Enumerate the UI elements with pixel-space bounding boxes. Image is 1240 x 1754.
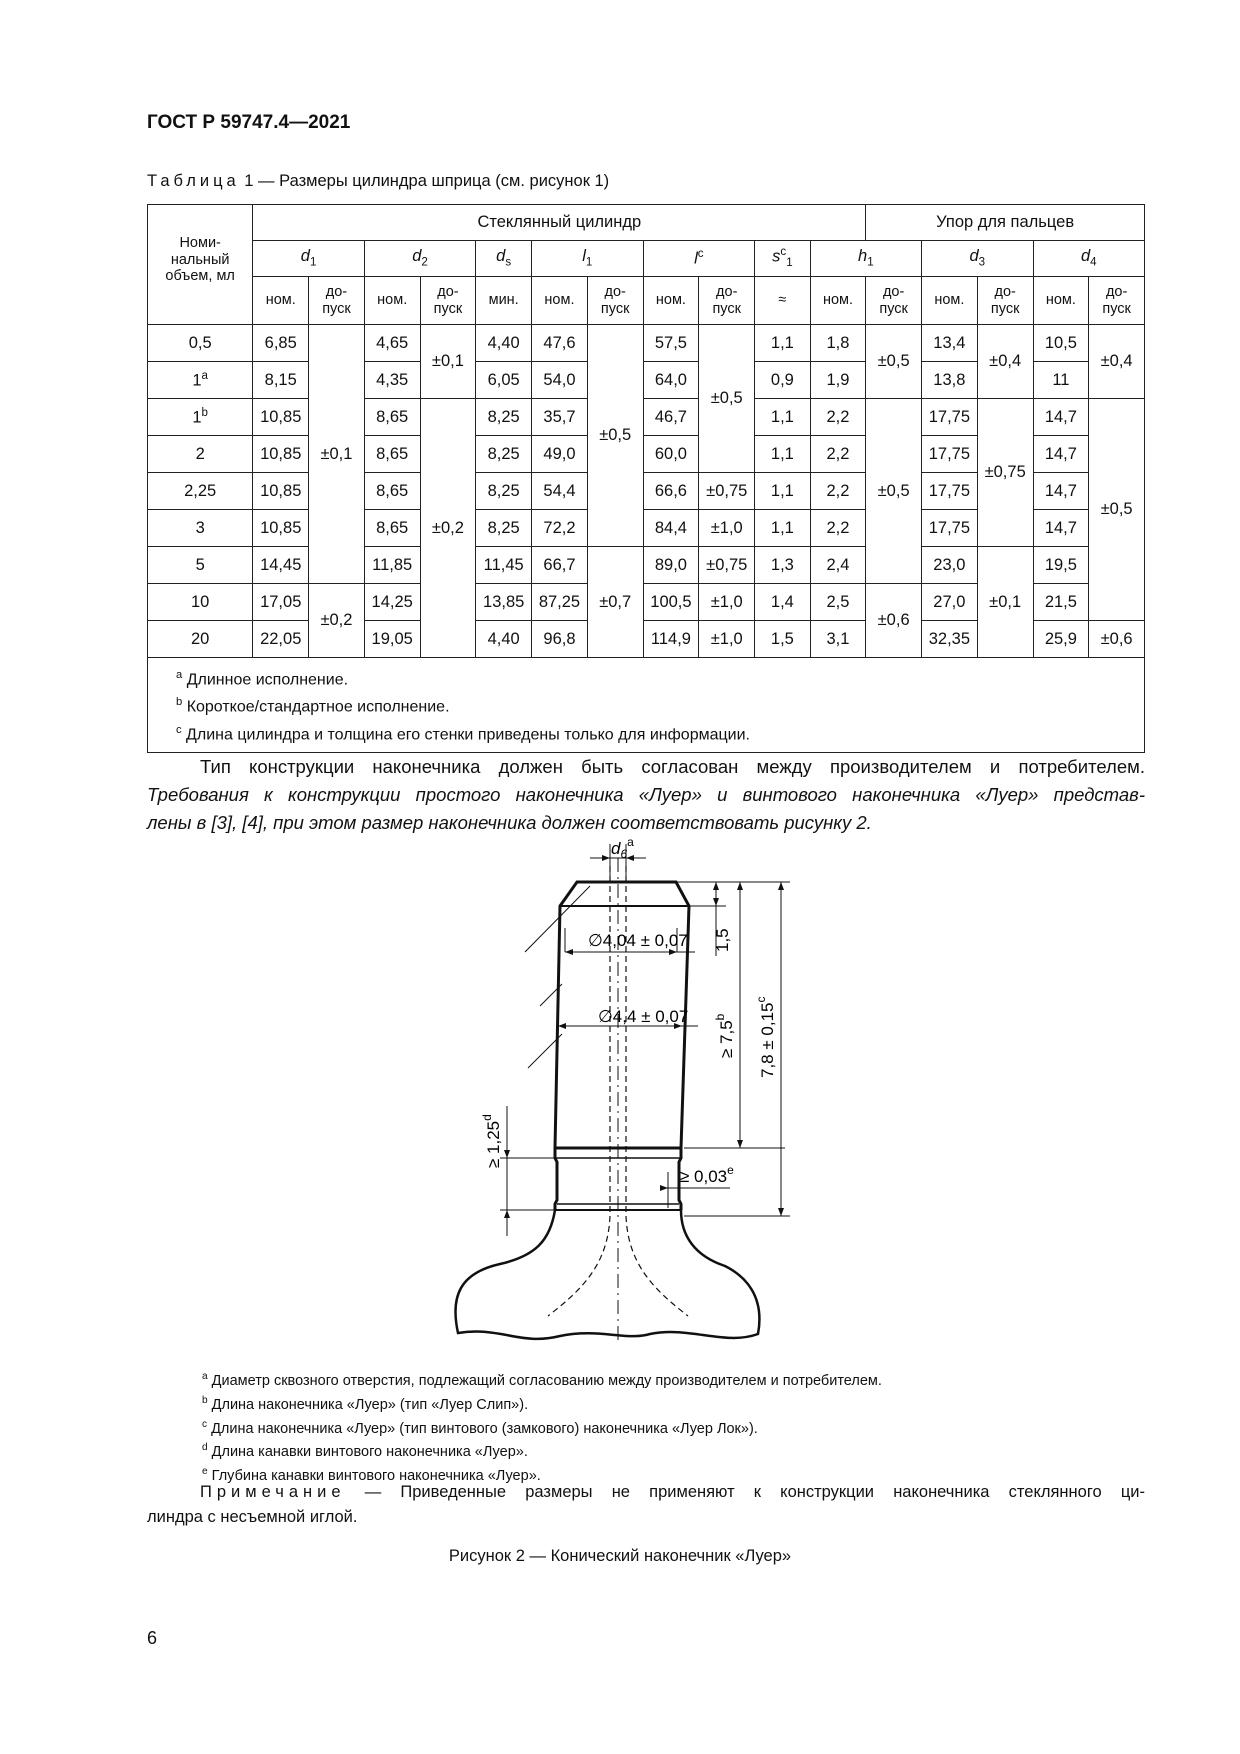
tip-flange <box>455 1210 759 1339</box>
cell-d1-tol: ±0,1 <box>309 325 365 584</box>
cell-ds: 11,45 <box>476 547 532 584</box>
cell-lc-tol: ±0,75 <box>699 473 755 510</box>
cell-d4-tol: ±0,5 <box>1089 399 1145 621</box>
cell-l1-tol: ±0,7 <box>587 547 643 658</box>
cell-volume: 2 <box>148 436 253 473</box>
cell-h1-tol: ±0,5 <box>866 399 922 584</box>
cell-volume: 3 <box>148 510 253 547</box>
cell-h1: 2,2 <box>810 399 866 436</box>
col-s1: $s^c_1$ <box>755 241 811 277</box>
cell-volume: 1$^a$ <box>148 362 253 399</box>
cell-ds: 6,05 <box>476 362 532 399</box>
sub-nom: ном. <box>643 277 699 325</box>
cell-s1: 1,1 <box>755 325 811 362</box>
cell-lc: 57,5 <box>643 325 699 362</box>
note-text-1: — Приведенные размеры не применяют к конструкции наконечника стеклянного ци- <box>364 1483 1145 1501</box>
cell-d4: 14,7 <box>1033 473 1089 510</box>
cell-volume: 10 <box>148 584 253 621</box>
figure-footnote: $^e$ Глубина канавки винтового наконечника «Луер». <box>202 1466 541 1485</box>
cell-volume: 5 <box>148 547 253 584</box>
label-min-1-25: ≥ 1,25$^d$ <box>480 1114 503 1168</box>
cell-d3: 17,75 <box>921 510 977 547</box>
cell-ds: 8,25 <box>476 473 532 510</box>
cell-d1: 14,45 <box>253 547 309 584</box>
note-label: Примечание <box>200 1483 346 1501</box>
figure-footnote: $^d$ Длина канавки винтового наконечника «Луер». <box>202 1442 528 1461</box>
table-row <box>148 325 1145 362</box>
cell-d2: 8,65 <box>364 510 420 547</box>
sub-tol: до- пуск <box>977 277 1033 325</box>
cell-d1: 10,85 <box>253 473 309 510</box>
label-d6: $d_6^a$ <box>611 836 634 861</box>
cell-h1: 1,9 <box>810 362 866 399</box>
cell-d1: 8,15 <box>253 362 309 399</box>
cell-s1: 1,3 <box>755 547 811 584</box>
table-notes <box>148 658 1145 753</box>
cell-lc: 100,5 <box>643 584 699 621</box>
table-note: $^b$ Короткое/стандартное исполнение. <box>176 696 450 716</box>
cell-lc: 66,6 <box>643 473 699 510</box>
cell-s1: 1,1 <box>755 473 811 510</box>
cell-l1: 47,6 <box>532 325 588 362</box>
group-finger-stop: Упор для пальцев <box>866 205 1145 241</box>
cell-d3: 13,8 <box>921 362 977 399</box>
cell-ds: 13,85 <box>476 584 532 621</box>
col-d1: $d_1$ <box>253 241 364 277</box>
cell-d1: 10,85 <box>253 399 309 436</box>
table-row <box>148 399 1145 436</box>
table-caption <box>147 172 609 191</box>
cell-lc: 89,0 <box>643 547 699 584</box>
col-h1: $h_1$ <box>810 241 921 277</box>
sub-nom: ном. <box>253 277 309 325</box>
cell-h1: 2,5 <box>810 584 866 621</box>
col-ds: $d_s$ <box>476 241 532 277</box>
dimensions-table <box>147 204 1145 753</box>
cell-h1: 2,2 <box>810 436 866 473</box>
table-caption-label: Таблица <box>147 172 240 190</box>
cell-d4: 11 <box>1033 362 1089 399</box>
cell-d4: 14,7 <box>1033 399 1089 436</box>
label-7-8: 7,8 ± 0,15$^c$ <box>754 996 777 1078</box>
table-note: $^c$ Длина цилиндра и толщина его стенки приведены только для информации. <box>176 723 750 743</box>
sub-tol: до- пуск <box>420 277 476 325</box>
cell-d4: 21,5 <box>1033 584 1089 621</box>
sub-nom: ном. <box>364 277 420 325</box>
label-1-5: 1,5 <box>713 928 732 952</box>
cell-l1: 49,0 <box>532 436 588 473</box>
body-paragraph: Тип конструкции наконечника должен быть согласован между производителем и потребителем. Требования к конструкции простого наконечника «Луер» и винтового наконечника «Луер» представ- лены в [3], [4], при этом размер наконечника должен соответствовать рисунку 2. <box>147 756 1145 833</box>
sub-nom: ном. <box>1033 277 1089 325</box>
cell-l1: 66,7 <box>532 547 588 584</box>
cell-d3: 23,0 <box>921 547 977 584</box>
label-dia-4-4: ∅4,4 ± 0,07 <box>598 1007 689 1026</box>
cell-d2-tol: ±0,2 <box>420 399 476 658</box>
cell-volume: 1$^b$ <box>148 399 253 436</box>
sub-nom: ном. <box>921 277 977 325</box>
luer-tip-figure <box>440 836 820 1356</box>
col-d4: $d_4$ <box>1033 241 1144 277</box>
cell-s1: 1,4 <box>755 584 811 621</box>
cell-d4: 14,7 <box>1033 436 1089 473</box>
cell-d1: 22,05 <box>253 621 309 658</box>
group-glass-cylinder: Стеклянный цилиндр <box>253 205 866 241</box>
note-text-2: линдра с несъемной иглой. <box>147 1508 358 1526</box>
table-row <box>148 547 1145 584</box>
figure-footnotes <box>202 1367 882 1486</box>
cell-l1-tol: ±0,5 <box>587 325 643 547</box>
cell-d4: 25,9 <box>1033 621 1089 658</box>
cell-lc-tol: ±0,75 <box>699 547 755 584</box>
figure-caption: Рисунок 2 — Конический наконечник «Луер» <box>448 1547 792 1565</box>
cell-d4: 14,7 <box>1033 510 1089 547</box>
label-min-0-03: ≥ 0,03$^e$ <box>680 1163 734 1186</box>
cell-d1: 10,85 <box>253 510 309 547</box>
cell-d4-tol: ±0,6 <box>1089 621 1145 658</box>
cell-s1: 1,1 <box>755 399 811 436</box>
cell-s1: 0,9 <box>755 362 811 399</box>
cell-h1-tol: ±0,6 <box>866 584 922 658</box>
cell-d2: 19,05 <box>364 621 420 658</box>
table-note: $^a$ Длинное исполнение. <box>176 669 349 689</box>
cell-lc: 64,0 <box>643 362 699 399</box>
cell-h1: 1,8 <box>810 325 866 362</box>
cell-volume: 2,25 <box>148 473 253 510</box>
sub-min: мин. <box>476 277 532 325</box>
cell-lc-tol: ±1,0 <box>699 621 755 658</box>
cell-l1: 54,4 <box>532 473 588 510</box>
cell-s1: 1,1 <box>755 436 811 473</box>
figure-footnote: $^b$ Длина наконечника «Луер» (тип «Луер Слип»). <box>202 1394 529 1413</box>
col-lc: $l^c$ <box>643 241 755 277</box>
cell-h1-tol: ±0,5 <box>866 325 922 399</box>
cell-h1: 2,2 <box>810 473 866 510</box>
cell-d4: 10,5 <box>1033 325 1089 362</box>
cell-d3: 17,75 <box>921 473 977 510</box>
cell-d2: 11,85 <box>364 547 420 584</box>
cell-s1: 1,1 <box>755 510 811 547</box>
cell-s1: 1,5 <box>755 621 811 658</box>
sub-nom: ном. <box>810 277 866 325</box>
cell-d2: 8,65 <box>364 473 420 510</box>
cell-volume: 20 <box>148 621 253 658</box>
cell-d3: 17,75 <box>921 399 977 436</box>
cell-d3: 32,35 <box>921 621 977 658</box>
figure-note <box>147 1480 1145 1530</box>
cell-d3-tol: ±0,1 <box>977 547 1033 658</box>
cell-d1: 17,05 <box>253 584 309 621</box>
cell-h1: 3,1 <box>810 621 866 658</box>
document-header: ГОСТ Р 59747.4—2021 <box>147 112 351 133</box>
cell-lc-tol: ±1,0 <box>699 510 755 547</box>
col-d3: $d_3$ <box>921 241 1033 277</box>
cell-l1: 72,2 <box>532 510 588 547</box>
cell-d3-tol: ±0,75 <box>977 399 1033 547</box>
cell-ds: 4,40 <box>476 325 532 362</box>
label-dia-4-04: ∅4,04 ± 0,07 <box>588 931 688 950</box>
cell-ds: 4,40 <box>476 621 532 658</box>
col-nominal-volume: Номи- нальный объем, мл <box>148 205 253 325</box>
cell-d2: 4,35 <box>364 362 420 399</box>
cell-ds: 8,25 <box>476 436 532 473</box>
sub-nom: ном. <box>532 277 588 325</box>
cell-d4: 19,5 <box>1033 547 1089 584</box>
cell-d2: 8,65 <box>364 436 420 473</box>
figure-footnote: $^c$ Длина наконечника «Луер» (тип винтового (замкового) наконечника «Луер Лок»). <box>202 1418 758 1437</box>
cell-d2: 4,65 <box>364 325 420 362</box>
cell-l1: 54,0 <box>532 362 588 399</box>
sub-tol: до- пуск <box>699 277 755 325</box>
cell-lc: 46,7 <box>643 399 699 436</box>
cell-d1: 6,85 <box>253 325 309 362</box>
cell-lc-tol: ±0,5 <box>699 325 755 473</box>
table-notes-row <box>148 658 1145 753</box>
cell-l1: 87,25 <box>532 584 588 621</box>
cell-d2: 8,65 <box>364 399 420 436</box>
table-caption-text: 1 — Размеры цилиндра шприца (см. рисунок 1) <box>244 172 610 190</box>
cell-d1-tol: ±0,2 <box>309 584 365 658</box>
cell-l1: 96,8 <box>532 621 588 658</box>
cell-d2: 14,25 <box>364 584 420 621</box>
cell-lc: 60,0 <box>643 436 699 473</box>
cell-d1: 10,85 <box>253 436 309 473</box>
sub-tol: до- пуск <box>309 277 365 325</box>
subheader-row <box>148 277 1145 325</box>
cell-d3: 17,75 <box>921 436 977 473</box>
label-min-7-5: ≥ 7,5$^b$ <box>713 1013 736 1058</box>
sub-tol: до- пуск <box>587 277 643 325</box>
sub-approx: ≈ <box>755 277 811 325</box>
cell-d3: 13,4 <box>921 325 977 362</box>
page-number: 6 <box>147 1628 158 1648</box>
cell-h1: 2,4 <box>810 547 866 584</box>
cell-volume: 0,5 <box>148 325 253 362</box>
sub-tol: до- пуск <box>866 277 922 325</box>
cell-lc-tol: ±1,0 <box>699 584 755 621</box>
col-d2: $d_2$ <box>364 241 475 277</box>
cell-lc: 84,4 <box>643 510 699 547</box>
cell-ds: 8,25 <box>476 399 532 436</box>
cell-ds: 8,25 <box>476 510 532 547</box>
cell-d3-tol: ±0,4 <box>977 325 1033 399</box>
col-l1: $l_1$ <box>532 241 643 277</box>
sub-tol: до- пуск <box>1089 277 1145 325</box>
cell-d4-tol: ±0,4 <box>1089 325 1145 399</box>
figure-footnote: $^a$ Диаметр сквозного отверстия, подлежащий согласованию между производителем и потребителем. <box>202 1371 882 1389</box>
cell-h1: 2,2 <box>810 510 866 547</box>
cell-d3: 27,0 <box>921 584 977 621</box>
cell-l1: 35,7 <box>532 399 588 436</box>
cell-lc: 114,9 <box>643 621 699 658</box>
cell-d2-tol: ±0,1 <box>420 325 476 399</box>
